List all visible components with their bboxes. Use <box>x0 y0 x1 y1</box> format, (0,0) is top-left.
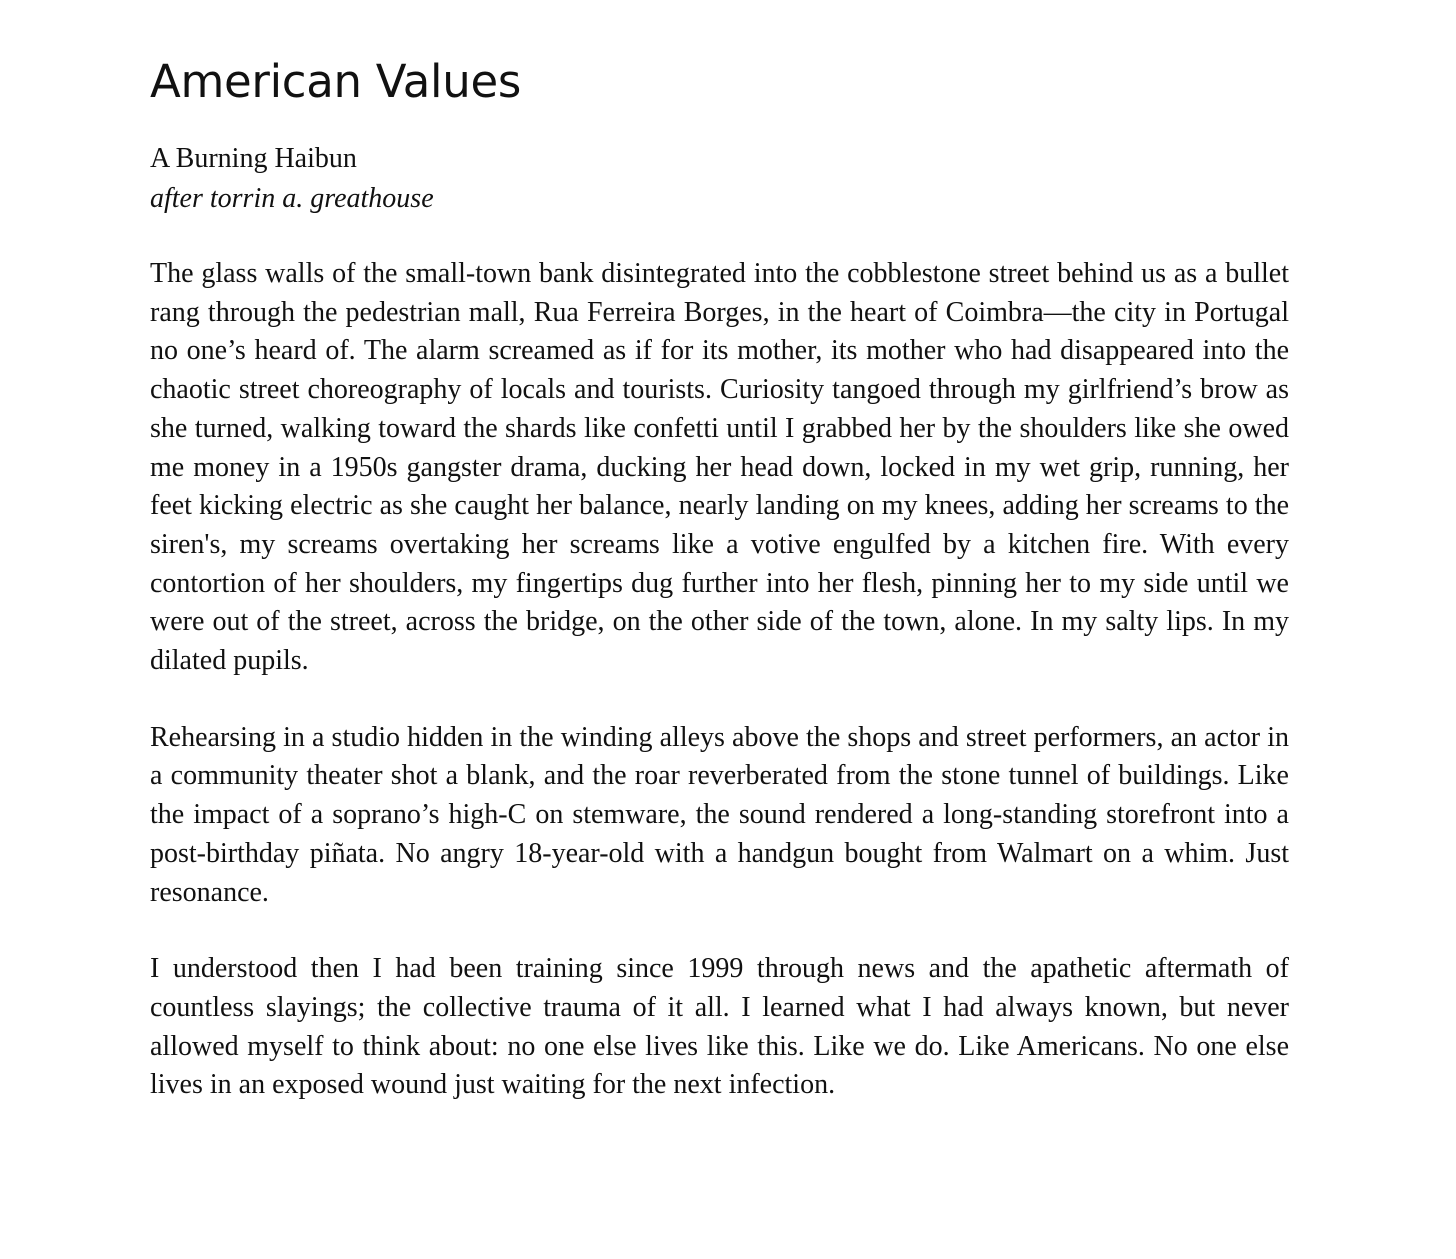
paragraph-3: I understood then I had been training since 1999 through news and the apathetic aftermath of countless slayings; the collective trauma of it all. I learned what I had always known, but never allowed myself to think about: no one else lives like this. Like we do. Like Americans. No one else lives in an exposed wound just waiting for the next infection. <box>150 953 1289 1101</box>
attribution: after torrin a. greathouse <box>150 183 434 214</box>
page-title: American Values <box>150 55 521 108</box>
article <box>150 52 1289 1105</box>
paragraph-1: The glass walls of the small-town bank disintegrated into the cobblestone street behind us as a bullet rang through the pedestrian mall, Rua Ferreira Borges, in the heart of Coimbra—the city in Portugal no one’s heard of. The alarm screamed as if for its mother, its mother who had disappeared into the chaotic street choreography of locals and tourists. Curiosity tangoed through my girlfriend’s brow as she turned, walking toward the shards like confetti until I grabbed her by the shoulders like she owed me money in a 1950s gangster drama, ducking her head down, locked in my wet grip, running, her feet kicking electric as she caught her balance, nearly landing on my knees, adding her screams to the siren's, my screams overtaking her screams like a votive engulfed by a kitchen fire. With every contortion of her shoulders, my fingertips dug further into her flesh, pinning her to my side until we were out of the street, across the bridge, on the other side of the town, alone. In my salty lips. In my dilated pupils. <box>150 258 1289 677</box>
paragraph-2: Rehearsing in a studio hidden in the winding alleys above the shops and street performers, an actor in a community theater shot a blank, and the roar reverberated from the stone tunnel of buildings. Like the impact of a soprano’s high-C on stemware, the sound rendered a long-standing storefront into a post-birthday piñata. No angry 18-year-old with a handgun bought from Walmart on a whim. Just resonance. <box>150 721 1289 908</box>
subtitle: A Burning Haibun <box>150 143 357 174</box>
